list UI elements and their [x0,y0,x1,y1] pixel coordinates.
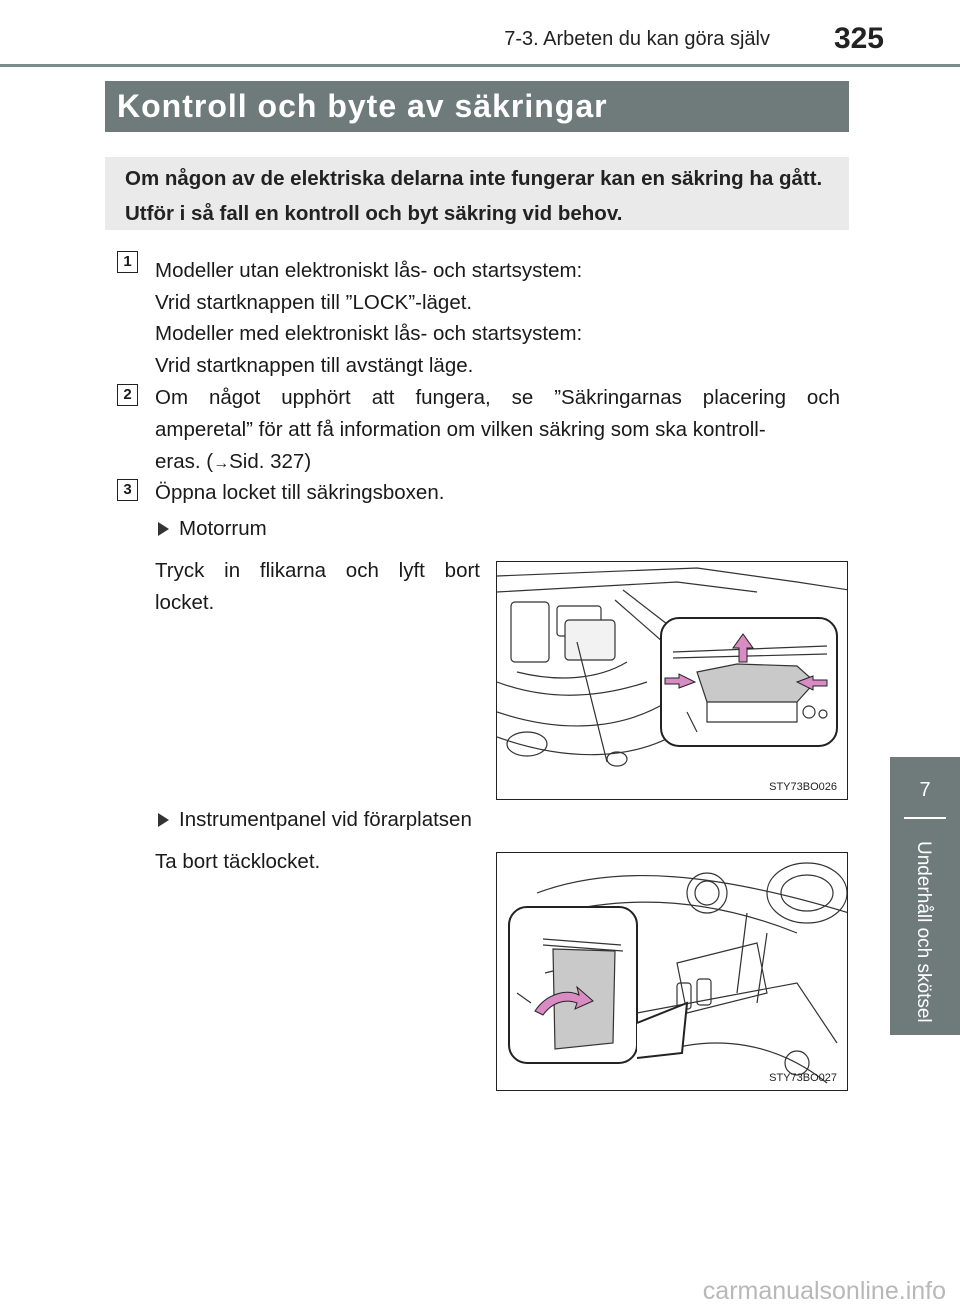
dashboard-illustration [497,853,848,1091]
page-reference-link[interactable]: Sid. 327) [229,450,312,473]
bullet-engine-bay [158,513,267,545]
header-divider [0,64,960,67]
engine-bay-figure-code: STY73BO026 [769,781,837,793]
step-badge-1: 1 [117,251,138,273]
step-2-text [155,382,840,480]
watermark: carmanualsonline.info [702,1277,946,1305]
step-1-para-1-line-2: Vrid startknappen till ”LOCK”-läget. [155,291,473,314]
step-2-line-3 [155,446,840,480]
dashboard-figure [496,852,848,1091]
chapter-tab-divider [904,817,946,819]
bullet-dashboard-label: Instrumentpanel vid förarplatsen [179,808,472,831]
step-3-text: Öppna locket till säkringsboxen. [155,481,445,504]
intro-text: Om någon av de elektriska delarna inte fungerar kan en säkring ha gått. Utför i så fall en kontroll och byt säkring vid behov. [125,167,823,225]
step-1-para-2-line-2: Vrid startknappen till avstängt läge. [155,354,474,377]
chapter-side-tab[interactable] [890,757,960,1035]
engine-bay-illustration [497,562,848,800]
step-2-line-3-prefix: eras. ( [155,450,214,473]
bullet-triangle-icon [158,522,169,536]
page-reference-arrow-icon: → [213,455,230,472]
step-badge-2: 2 [117,384,138,406]
page-title: Kontroll och byte av säkringar [105,81,849,132]
dashboard-instruction: Ta bort täcklocket. [155,850,321,873]
step-1-para-2-line-1: Modeller med elektroniskt lås- och startsystem: [155,322,583,345]
intro-box [105,157,849,230]
engine-bay-figure [496,561,848,800]
page-number: 325 [833,22,884,55]
step-2-line-1: Om något upphört att fungera, se ”Säkringarnas placering och [155,386,840,409]
engine-bay-instruction [155,555,480,619]
step-1-para-1-line-1: Modeller utan elektroniskt lås- och startsystem: [155,259,583,282]
chapter-number: 7 [919,779,931,801]
bullet-triangle-icon [158,813,169,827]
step-1-para-2 [155,318,840,382]
dashboard-figure-code: STY73BO027 [769,1072,837,1084]
step-2-line-2: amperetal” för att få information om vilken säkring som ska kontroll- [155,418,766,441]
step-badge-3: 3 [117,479,138,501]
section-heading: 7-3. Arbeten du kan göra själv [504,28,770,50]
step-1-para-1 [155,255,840,319]
bullet-dashboard [158,804,472,836]
engine-bay-instruction-line-2: locket. [155,591,215,614]
bullet-engine-bay-label: Motorrum [179,517,267,540]
engine-bay-instruction-line-1: Tryck in flikarna och lyft bort [155,559,480,582]
chapter-label: Underhåll och skötsel [913,841,934,1023]
